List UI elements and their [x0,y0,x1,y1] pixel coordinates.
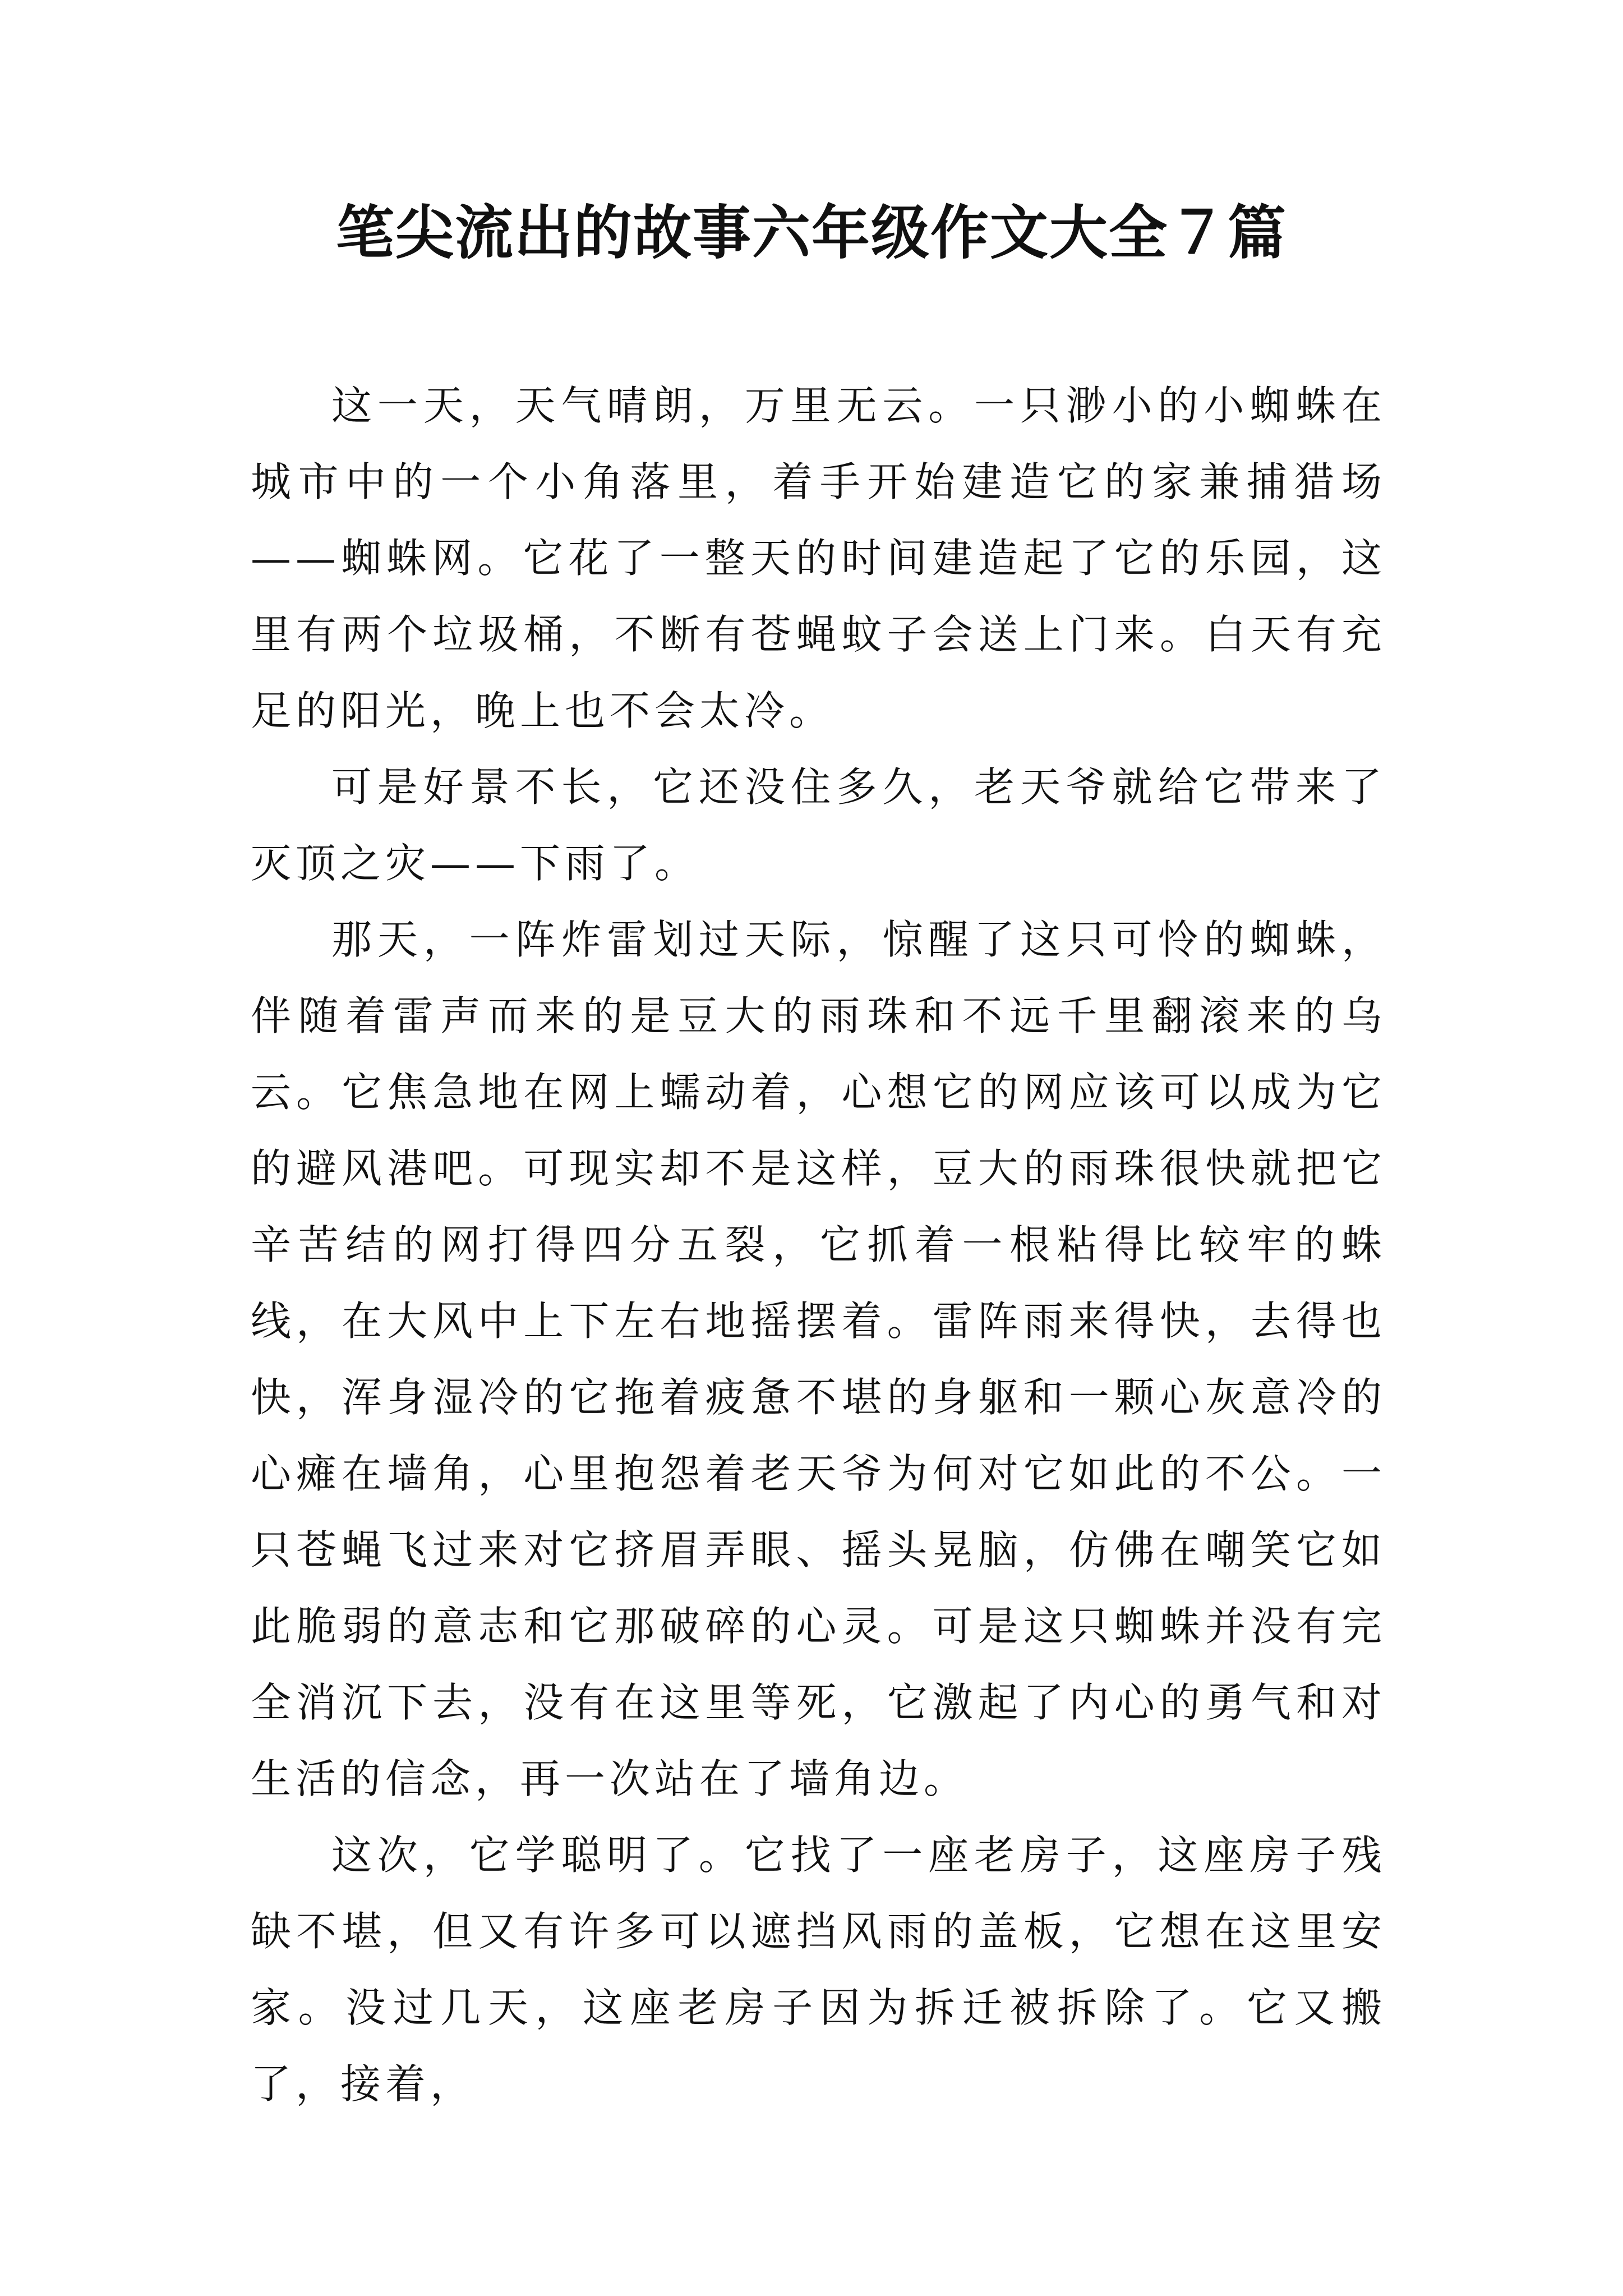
paragraph: 这一天，天气晴朗，万里无云。一只渺小的小蜘蛛在城市中的一个小角落里，着手开始建造它的家兼捕猎场——蜘蛛网。它花了一整天的时间建造起了它的乐园，这里有两个垃圾桶，不断有苍蝇蚊子会送上门来。白天有充足的阳光，晚上也不会太冷。 [251,382,1386,734]
paragraph: 这次，它学聪明了。它找了一座老房子，这座房子残缺不堪，但又有许多可以遮挡风雨的盖板，它想在这里安家。没过几天，这座老房子因为拆迁被拆除了。它又搬了，接着， [251,1832,1386,2108]
document-body [251,367,1386,2122]
document-title: 笔尖流出的故事六年级作文大全７篇 [335,198,1287,267]
paragraph: 那天，一阵炸雷划过天际，惊醒了这只可怜的蜘蛛，伴随着雷声而来的是豆大的雨珠和不远千里翻滚来的乌云。它焦急地在网上蠕动着，心想它的网应该可以成为它的避风港吧。可现实却不是这样，豆大的雨珠很快就把它辛苦结的网打得四分五裂，它抓着一根粘得比较牢的蛛线，在大风中上下左右地摇摆着。雷阵雨来得快，去得也快，浑身湿冷的它拖着疲惫不堪的身躯和一颗心灰意冷的心瘫在墙角，心里抱怨着老天爷为何对它如此的不公。一只苍蝇飞过来对它挤眉弄眼、摇头晃脑，仿佛在嘲笑它如此脆弱的意志和它那破碎的心灵。可是这只蜘蛛并没有完全消沉下去，没有在这里等死，它激起了内心的勇气和对生活的信念，再一次站在了墙角边。 [251,916,1386,1802]
paragraph: 可是好景不长，它还没住多久，老天爷就给它带来了灭顶之灾——下雨了。 [251,763,1386,887]
